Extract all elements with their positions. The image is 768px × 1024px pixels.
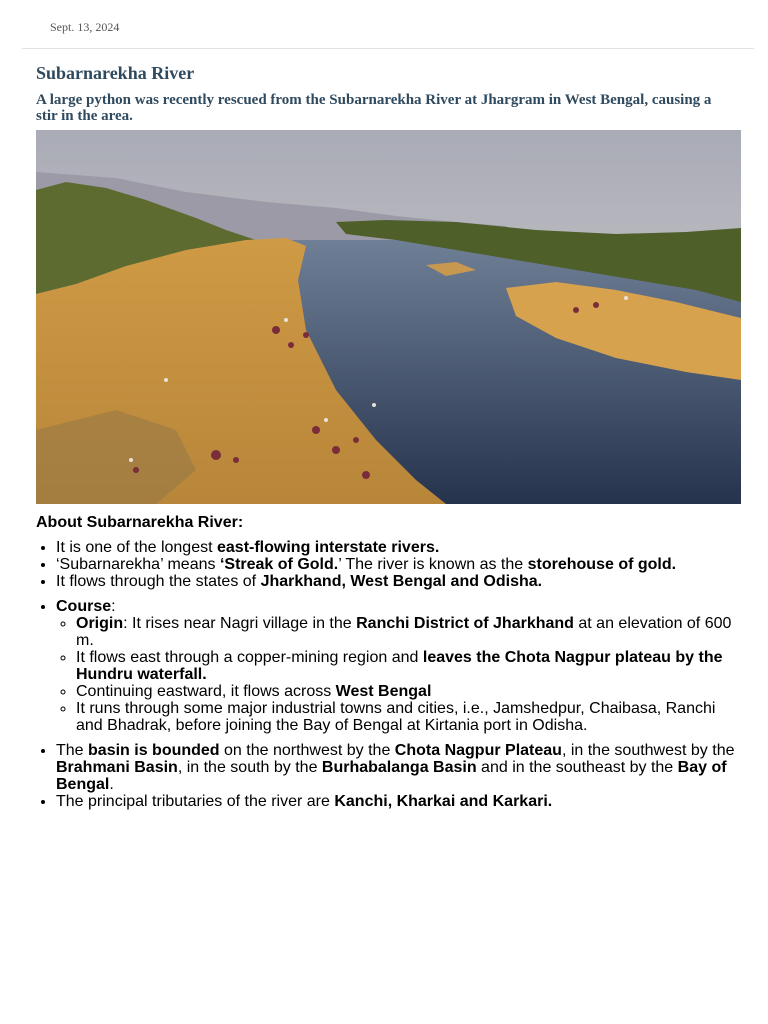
fact-text: ‘Subarnarekha’ means [56, 556, 220, 573]
fact-text: It runs through some major industrial towns and cities, i.e., Jamshedpur, Chaibasa, Ranchi and Bhadrak, before joining the Bay of Bengal at Kirtania port in Odisha. [76, 700, 716, 734]
list-item [56, 598, 742, 734]
fact-text: on the northwest by the [219, 742, 395, 759]
fact-text: Continuing eastward, it flows across [76, 683, 336, 700]
fact-text: and in the southeast by the [476, 759, 678, 776]
fact-text: It flows through the states of [56, 573, 261, 590]
fact-bold: Bay of Bengal [56, 759, 727, 793]
fact-text: : It rises near Nagri village in the [123, 615, 357, 632]
fact-bold: basin is bounded [88, 742, 220, 759]
divider [22, 48, 754, 49]
fact-bold: Origin [76, 615, 124, 632]
article-title: Subarnarekha River [36, 63, 195, 83]
course-list [36, 598, 742, 734]
date-line: Sept. 13, 2024 [50, 20, 120, 34]
article-subtitle: A large python was recently rescued from the Subarnarekha River at Jhargram in West Bengal, causing a stir in the area. [36, 92, 712, 124]
fact-bold: east-flowing interstate rivers. [217, 539, 440, 556]
list-item [56, 742, 742, 793]
about-heading: About Subarnarekha River: [36, 514, 244, 531]
fact-text: The principal tributaries of the river are [56, 793, 335, 810]
fact-bold: Jharkhand, West Bengal and Odisha. [260, 573, 543, 590]
fact-text: It is one of the longest [56, 539, 217, 556]
sub-list-item [76, 615, 742, 649]
fact-text: , in the south by the [177, 759, 322, 776]
article-body [36, 514, 742, 818]
sub-list-item [76, 649, 742, 683]
fact-text: ’ The river is known as the [338, 556, 528, 573]
fact-text: at an elevation of 600 m. [76, 615, 732, 649]
sub-list-item [76, 700, 742, 734]
list-item [56, 556, 742, 573]
fact-text: , in the southwest by the [561, 742, 735, 759]
course-colon: : [111, 598, 116, 615]
fact-bold: Kanchi, Kharkai and Karkari. [334, 793, 553, 810]
sub-list-item [76, 683, 742, 700]
fact-bold: Chota Nagpur Plateau [394, 742, 562, 759]
course-sublist [56, 615, 742, 734]
facts-list [36, 539, 742, 590]
fact-bold: West Bengal [335, 683, 432, 700]
fact-bold: Brahmani Basin [56, 759, 178, 776]
fact-text: The [56, 742, 89, 759]
fact-bold: leaves the Chota Nagpur plateau by the Hundru waterfall. [76, 649, 723, 683]
fact-text: It flows east through a copper-mining region and [76, 649, 423, 666]
river-photo [36, 130, 741, 504]
fact-text: . [109, 776, 114, 793]
basin-list [36, 742, 742, 810]
list-item [56, 539, 742, 556]
list-item [56, 573, 742, 590]
fact-bold: Burhabalanga Basin [321, 759, 477, 776]
fact-bold: ‘Streak of Gold. [219, 556, 339, 573]
list-item [56, 793, 742, 810]
fact-bold: Ranchi District of Jharkhand [356, 615, 574, 632]
course-label: Course [56, 598, 112, 615]
fact-bold: storehouse of gold. [527, 556, 677, 573]
